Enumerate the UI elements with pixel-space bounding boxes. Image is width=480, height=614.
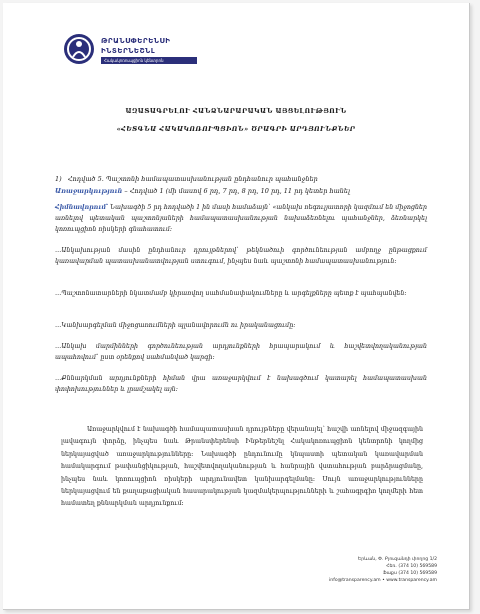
paragraph-lead: Հիմնավորում՝: [55, 204, 109, 211]
recommendation-line: [55, 187, 350, 195]
logo-text-line2: ԻՆՏԵՐՆԵՇՆԼ: [101, 47, 156, 55]
logo-mark-icon: [63, 33, 95, 65]
section-text: Հոդված 5. Պաշտոնի համապատասխանության ընդհանուր պահանջներ: [67, 175, 318, 183]
document-page: [3, 3, 470, 610]
body-paragraph: [61, 424, 423, 511]
footer-address: Երևան, Փ. Բյուզանդի փողոց 1/2: [357, 557, 437, 562]
paragraph-text: Նախագծի 5 րդ հոդվածի 1 ին մասի համաձայն՝ «անկախ ռեգուլյատորի կազմում են միջոցներ առնելով պետական պաշտոնյաների համապատասխանության նախաձեռնելու պահանջներ, ձեռնարկել կոռուպցիոն ռիսկերի գնահատում։: [55, 204, 427, 233]
paragraph-text: …Քննարկման արդյունքների հիման վրա առաջարկվում է նախագծում կատարել համապատասխան փոփոխություններ և լրամշակել այն։: [55, 375, 427, 393]
document-subtitle: «ՀԵՏԳՆԱ ՀԱԿԱԿՈՌՈՒՊՑԻՈՆ» ԾՐԱԳՐԻ ԱՐԴՅՈՒՆՔՆԵՐ: [116, 125, 356, 133]
paragraph: [55, 373, 427, 395]
paragraph-text: Առաջարկվում է նախագծի համապատասխան դրույթները վերանայել՝ հաշվի առնելով միջազգային լավագույն փորձը, ինչպես նաև Թրանսփերենսի Ինթերնեշնլ Հակակոռուպցիոն կենտրոնի կողմից ներկայացված առաջարկությունները։ Նախագծի ընդունումը կնպաստի պետական կառավարման համակարգում թափանցիկության, հաշվետվողականության և հանրային վստահության բարձրացմանը, ինչպես նաև կոռուպցիոն ռիսկերի արդյունավետ կանխարգելմանը։ Սույն առաջարկությունները ներկայացվում են քաղաքացիական հասարակության կազմակերպությունների և շահագրգիռ կողմերի հետ համատեղ քննարկման արդյունքում։: [61, 426, 423, 508]
paragraph: [55, 288, 427, 299]
logo-banner: [101, 57, 197, 64]
logo-text-line1: ԹՐԱՆՍՓԵՐԵՆՍԻ: [101, 37, 171, 45]
recommendation-text: Հոդված 1 (մի մասով 6 րդ, 7 րդ, 8 րդ, 10 րդ, 11 րդ կետեր հանել: [129, 187, 350, 195]
logo-banner-text: Հակակոռուպցիոն կենտրոն: [104, 58, 164, 63]
paragraph-text: …Կանխարգելման միջոցառումների պլանավորումն ու իրականացումը։: [55, 322, 296, 329]
recommendation-dash: –: [124, 187, 128, 195]
footer-contacts: [277, 556, 437, 584]
footer-email: info@transparency.am • www.transparency.am: [329, 578, 437, 583]
paragraph: [55, 341, 427, 363]
paragraph-text: …Պաշտոնատարների նկատմամբ կիրառվող սահմանափակումները և արգելքները պետք է պահպանվեն։: [55, 290, 407, 297]
paragraph: [55, 320, 427, 331]
organization-logo: [63, 33, 203, 71]
paragraph-text: …Անկախության մասին ընդհանուր դրույթներով՝ թեկնածուի գործունեության ամբողջ ընթացքում կառավարման պատասխանատվության ստուգում, ինչպես նաև պաշտոնի համապատասխանություն։: [55, 247, 427, 265]
section-heading: [55, 175, 318, 183]
paragraph-text: …Անկախ մարմինների գործունեության արդյունքների հրապարակում և հաշվետվողականության ապահովում՝ ըստ օրենքով սահմանված կարգի։: [55, 343, 427, 361]
footer-phone: Հեռ. (374 10) 569589: [386, 564, 437, 569]
document-title: ԱԶԱՏԱԳՐԵԼՈՒ ՀԱՆՁՆԱՐԱՐԱԿԱՆ ԱՅՑԵԼՈՒԹՅՈՒՆ: [125, 107, 347, 115]
paragraph: [55, 202, 427, 235]
section-number: 1): [55, 175, 62, 183]
paragraph: [55, 245, 427, 267]
recommendation-label: Առաջարկություն: [55, 187, 123, 195]
footer-fax: Ֆաքս (374 10) 569589: [382, 571, 437, 576]
